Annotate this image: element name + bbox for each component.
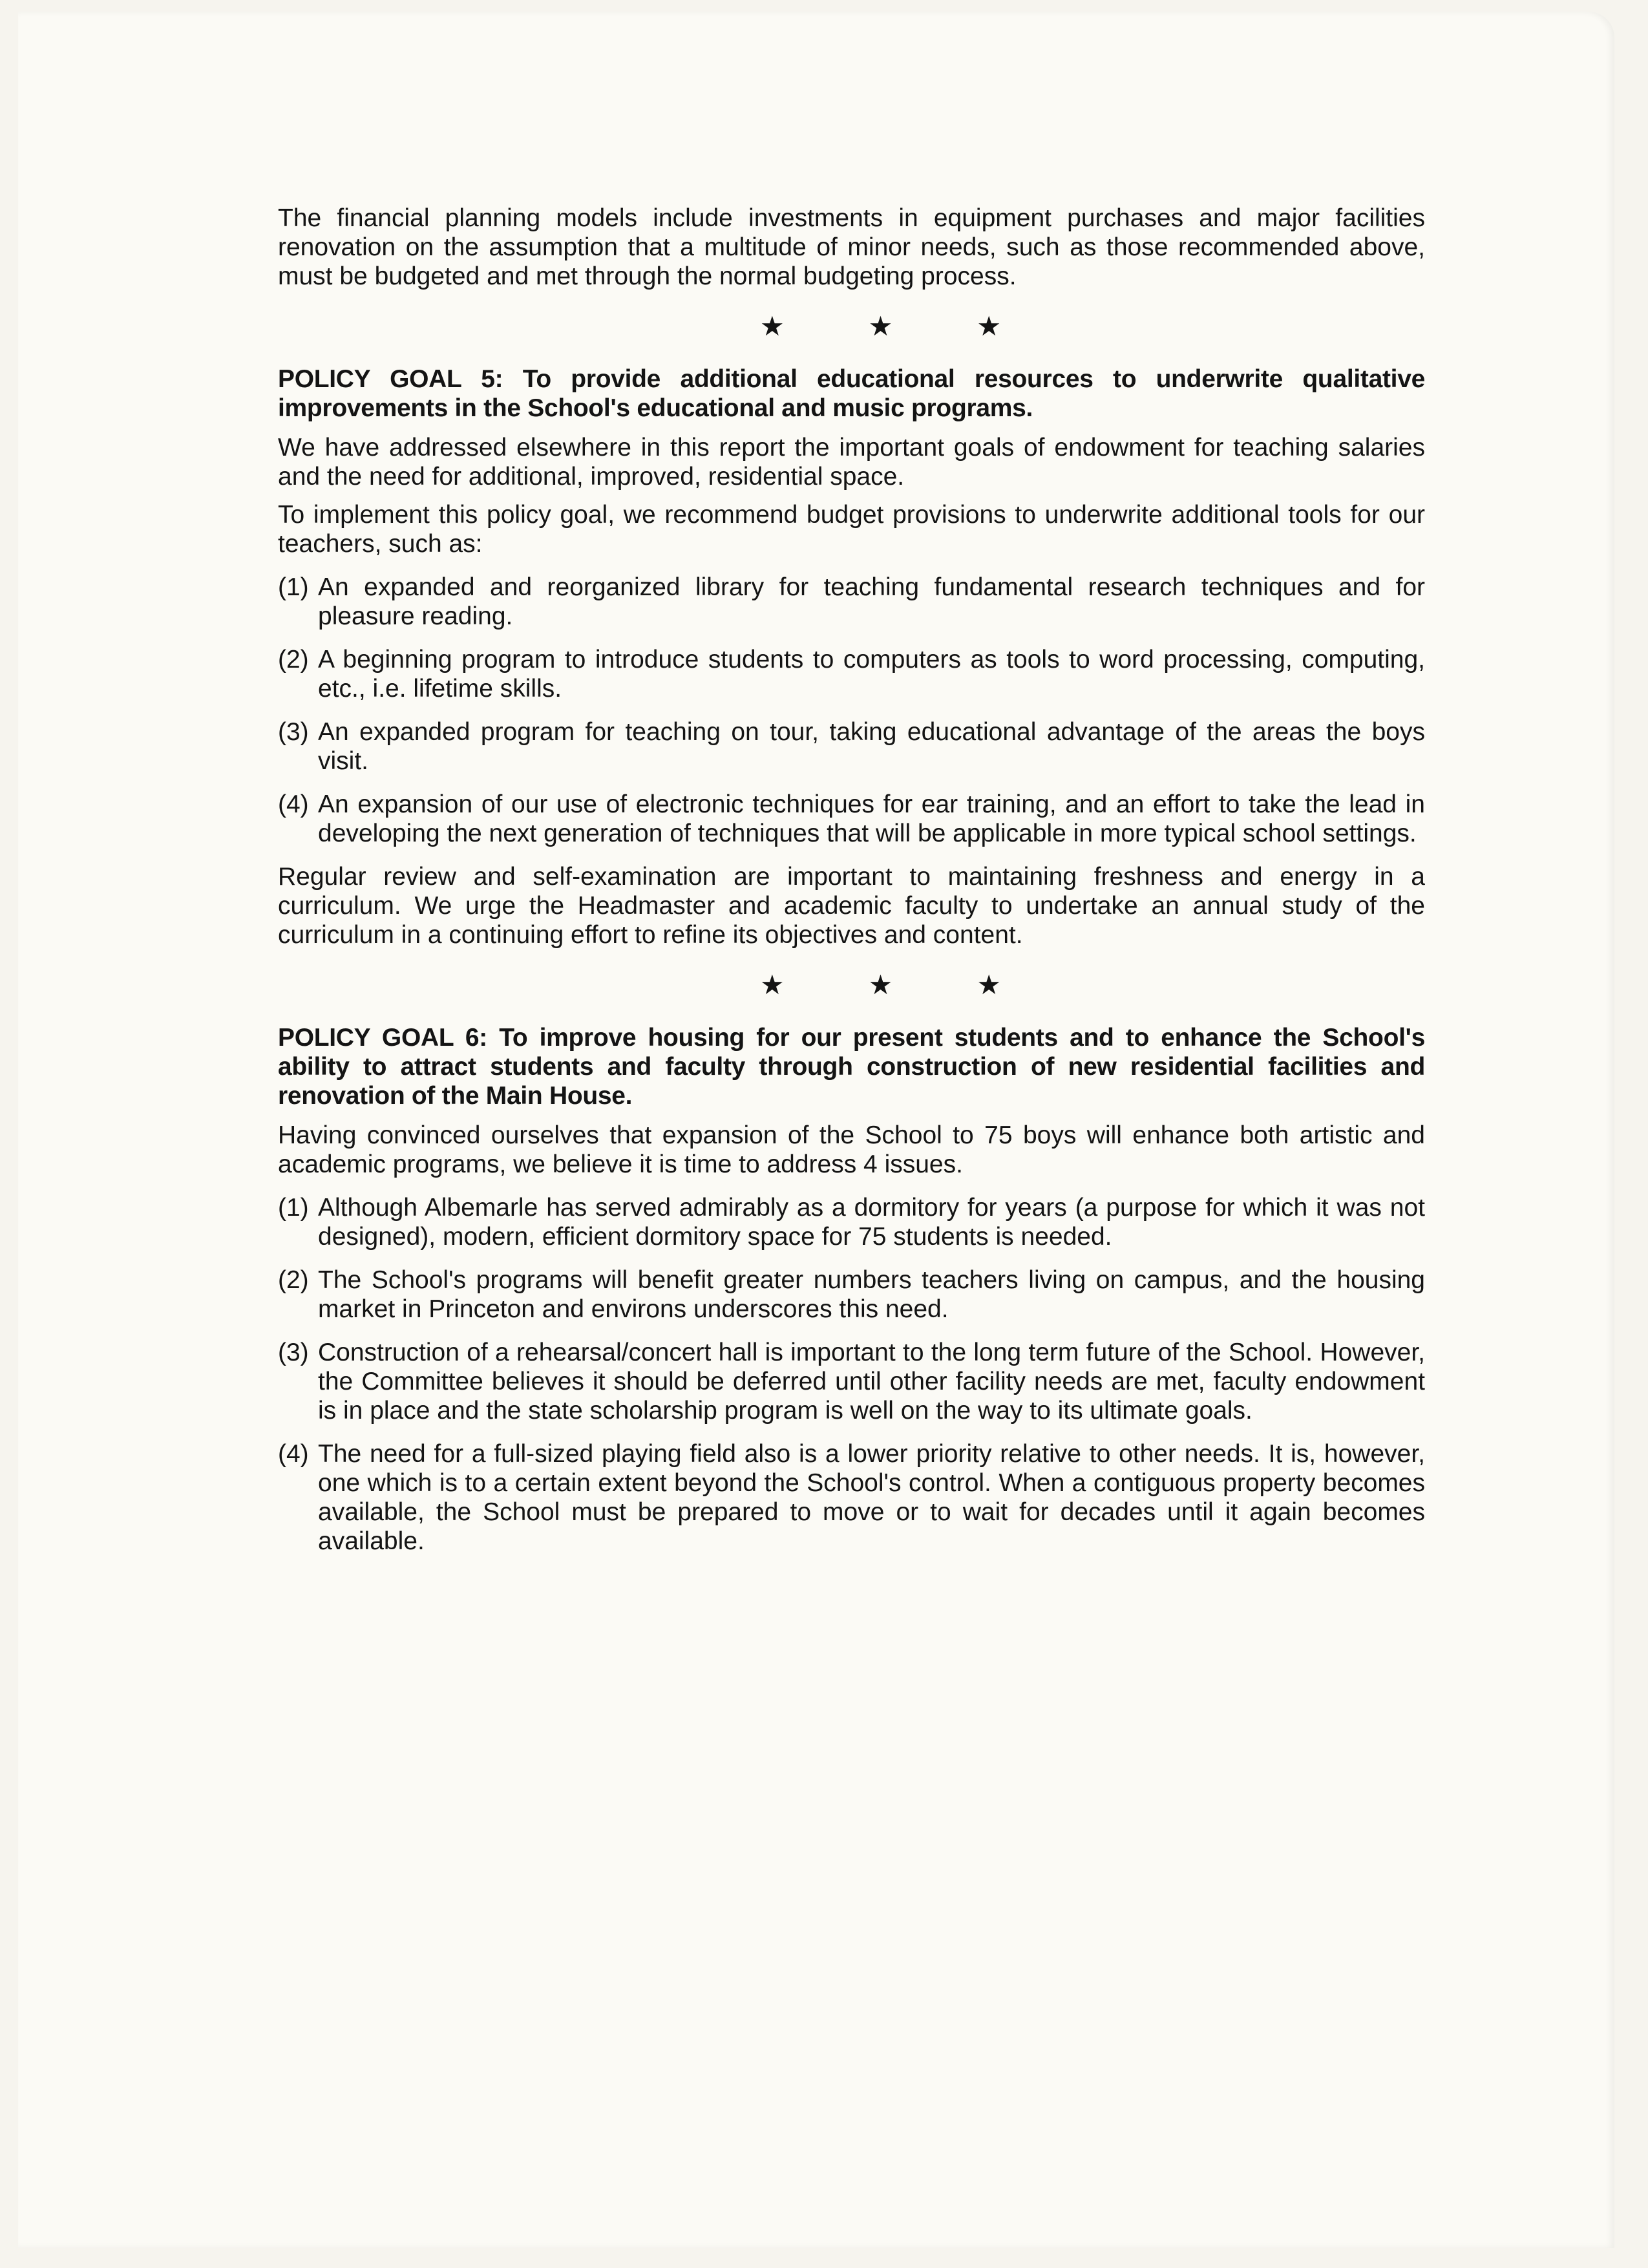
- goal5-paragraph-2: To implement this policy goal, we recommend budget provisions to underwrite additional tools for our teachers, such as:: [278, 501, 1425, 558]
- list-item-number: (2): [278, 1266, 309, 1294]
- list-item: [278, 717, 1425, 776]
- star-icon: ★: [977, 970, 1001, 1000]
- list-item: [278, 573, 1425, 631]
- star-icon: ★: [760, 970, 785, 1000]
- section-separator: [278, 969, 1425, 1001]
- policy-goal-5-heading: POLICY GOAL 5: To provide additional educational resources to underwrite qualitative improvements in the School's educational and music programs.: [278, 365, 1425, 422]
- list-item: [278, 645, 1425, 703]
- intro-paragraph: The financial planning models include investments in equipment purchases and major facilities renovation on the assumption that a multitude of minor needs, such as those recommended above, must be budgeted and met through the normal budgeting process.: [278, 204, 1425, 290]
- list-item-number: (4): [278, 790, 309, 818]
- goal5-paragraph-1: We have addressed elsewhere in this report the important goals of endowment for teaching salaries and the need for additional, improved, residential space.: [278, 434, 1425, 491]
- list-item-number: (4): [278, 1440, 309, 1468]
- list-item: [278, 1439, 1425, 1556]
- star-icon: ★: [977, 311, 1001, 341]
- list-item-number: (1): [278, 573, 309, 601]
- list-item-text: An expanded program for teaching on tour, taking educational advantage of the areas the boys visit.: [318, 718, 1425, 775]
- list-item-number: (2): [278, 646, 309, 673]
- goal6-list: [278, 1193, 1425, 1556]
- list-item: [278, 1338, 1425, 1425]
- list-item-text: Although Albemarle has served admirably as a dormitory for years (a purpose for which it was not designed), modern, efficient dormitory space for 75 students is needed.: [318, 1194, 1425, 1251]
- goal5-closing-paragraph: Regular review and self-examination are important to maintaining freshness and energy in a curriculum. We urge the Headmaster and academic faculty to undertake an annual study of the curriculum in a continuing effort to refine its objectives and content.: [278, 863, 1425, 949]
- section-separator: [278, 310, 1425, 343]
- policy-goal-5-section: [278, 365, 1425, 949]
- list-item-text: The School's programs will benefit greater numbers teachers living on campus, and the housing market in Princeton and environs underscores this need.: [318, 1266, 1425, 1323]
- document-body: [278, 204, 1425, 1570]
- list-item-number: (3): [278, 1339, 309, 1366]
- list-item-number: (1): [278, 1194, 309, 1222]
- list-item-text: The need for a full-sized playing field also is a lower priority relative to other needs. It is, however, one which is to a certain extent beyond the School's control. When a contiguous property becomes available, the School must be prepared to move or to wait for decades until it again becomes available.: [318, 1440, 1425, 1555]
- list-item-text: An expansion of our use of electronic techniques for ear training, and an effort to take the lead in developing the next generation of techniques that will be applicable in more typical school settings.: [318, 790, 1425, 847]
- list-item: [278, 790, 1425, 848]
- list-item-text: An expanded and reorganized library for teaching fundamental research techniques and for pleasure reading.: [318, 573, 1425, 630]
- goal6-paragraph-1: Having convinced ourselves that expansion of the School to 75 boys will enhance both artistic and academic programs, we believe it is time to address 4 issues.: [278, 1121, 1425, 1178]
- star-icon: ★: [868, 970, 893, 1000]
- list-item: [278, 1193, 1425, 1251]
- goal5-list: [278, 573, 1425, 848]
- list-item-number: (3): [278, 718, 309, 746]
- policy-goal-6-heading: POLICY GOAL 6: To improve housing for our present students and to enhance the School's ability to attract students and faculty through construction of new residential facilities and renovation of the Main House.: [278, 1024, 1425, 1110]
- policy-goal-6-section: [278, 1023, 1425, 1556]
- star-icon: ★: [868, 311, 893, 341]
- star-icon: ★: [760, 311, 785, 341]
- list-item-text: A beginning program to introduce students to computers as tools to word processing, computing, etc., i.e. lifetime skills.: [318, 646, 1425, 703]
- list-item: [278, 1266, 1425, 1324]
- list-item-text: Construction of a rehearsal/concert hall is important to the long term future of the School. However, the Committee believes it should be deferred until other facility needs are met, faculty endowment is in place and the state scholarship program is well on the way to its ultimate goals.: [318, 1339, 1425, 1425]
